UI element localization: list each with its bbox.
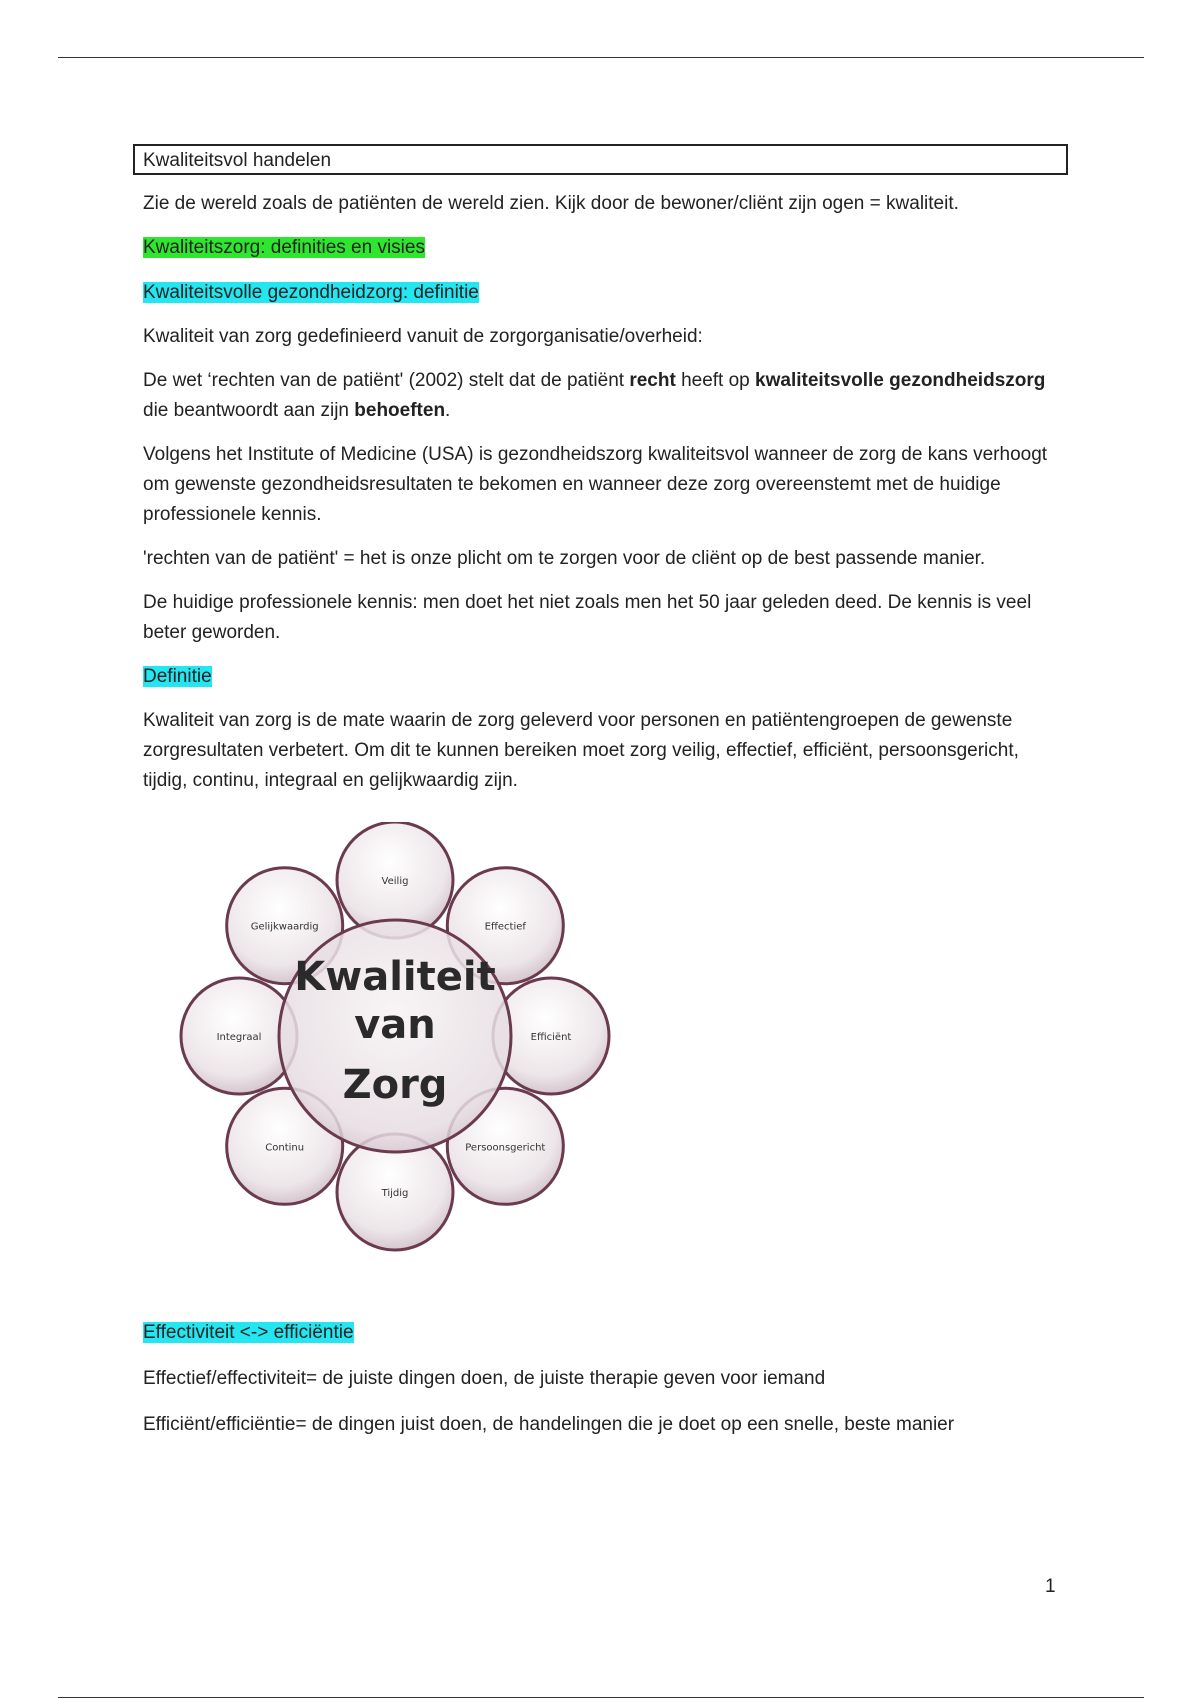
circle-label-integraal: Integraal bbox=[216, 1032, 262, 1043]
page-number: 1 bbox=[1045, 1576, 1056, 1597]
heading-effectiviteit-efficientie: Effectiviteit <-> efficiëntie bbox=[143, 1322, 354, 1343]
paragraph-efficient: Efficiënt/efficiëntie= de dingen juist doen, de handelingen die je doet op een snelle, beste manier bbox=[143, 1414, 955, 1435]
circle-label-persoonsgericht: Persoonsgericht bbox=[465, 1142, 546, 1154]
heading-kwaliteitszorg: Kwaliteitszorg: definities en visies bbox=[143, 237, 425, 258]
center-label-line3: Zorg bbox=[342, 1062, 448, 1108]
paragraph-rechten-patient: 'rechten van de patiënt' = het is onze plicht om te zorgen voor de cliënt op de best passende manier. bbox=[143, 548, 986, 569]
paragraph-zorgorganisatie: Kwaliteit van zorg gedefinieerd vanuit de zorgorganisatie/overheid: bbox=[143, 326, 703, 347]
page-content-lower bbox=[143, 1318, 1068, 1440]
circle-label-efficiënt: Efficiënt bbox=[530, 1032, 572, 1043]
kwaliteit-van-zorg-diagram bbox=[143, 822, 613, 1254]
heading-definitie: Definitie bbox=[143, 666, 212, 687]
circle-label-gelijkwaardig: Gelijkwaardig bbox=[250, 921, 319, 933]
circle-label-tijdig: Tijdig bbox=[381, 1188, 409, 1199]
paragraph-professionele-kennis: De huidige professionele kennis: men doet het niet zoals men het 50 jaar geleden deed. De kennis is veel beter geworden. bbox=[143, 592, 1032, 643]
paragraph-wet-rechten: De wet ‘rechten van de patiënt' (2002) stelt dat de patiënt recht heeft op kwaliteitsvolle gezondheidszorg die beantwoordt aan zijn behoeften. bbox=[143, 370, 1046, 421]
center-label-line1: Kwaliteit bbox=[294, 954, 496, 1000]
heading-gezondheidszorg-definitie: Kwaliteitsvolle gezondheidzorg: definitie bbox=[143, 282, 479, 303]
document-title: Kwaliteitsvol handelen bbox=[133, 144, 1068, 175]
paragraph-definitie: Kwaliteit van zorg is de mate waarin de zorg geleverd voor personen en patiëntengroepen de gewenste zorgresultaten verbetert. Om dit te kunnen bereiken moet zorg veilig, effectief, efficiënt, persoonsgericht, tijdig, continu, integraal en gelijkwaardig zijn. bbox=[143, 710, 1019, 791]
circle-label-effectief: Effectief bbox=[484, 921, 526, 933]
footer-rule bbox=[58, 1697, 1144, 1698]
header-rule bbox=[58, 57, 1144, 58]
paragraph-institute-of-medicine: Volgens het Institute of Medicine (USA) is gezondheidszorg kwaliteitsvol wanneer de zorg de kans verhoogt om gewenste gezondheidsresultaten te bekomen en wanneer deze zorg overeenstemt met de huidige professionele kennis. bbox=[143, 444, 1048, 525]
intro-paragraph: Zie de wereld zoals de patiënten de wereld zien. Kijk door de bewoner/cliënt zijn ogen = kwaliteit. bbox=[143, 193, 959, 214]
page-content bbox=[143, 144, 1068, 796]
circle-label-veilig: Veilig bbox=[381, 876, 409, 887]
paragraph-effectief: Effectief/effectiviteit= de juiste dingen doen, de juiste therapie geven voor iemand bbox=[143, 1368, 826, 1389]
center-label-line2: van bbox=[354, 1002, 436, 1048]
circle-label-continu: Continu bbox=[265, 1142, 305, 1154]
